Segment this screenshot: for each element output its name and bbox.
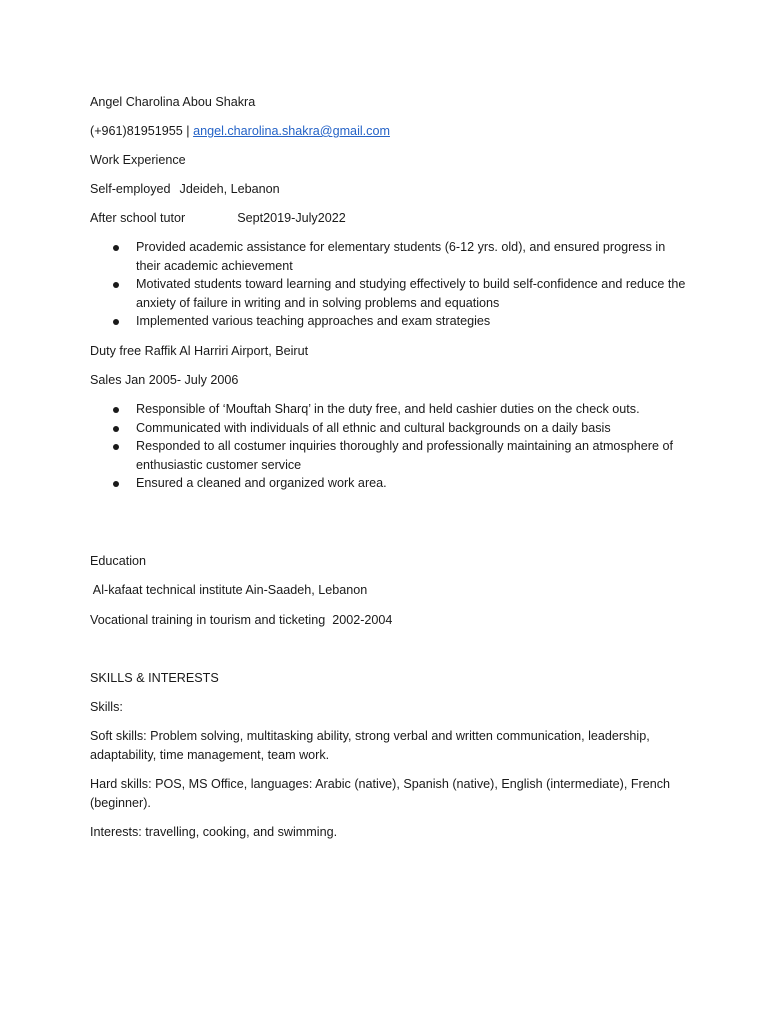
list-item: Communicated with individuals of all ethnic and cultural backgrounds on a daily basis — [90, 419, 690, 438]
bullet-icon — [113, 444, 119, 450]
job2-title-dates: Sales Jan 2005- July 2006 — [90, 373, 239, 387]
job1-dates: Sept2019-July2022 — [237, 211, 346, 225]
work-experience-heading: Work Experience — [90, 153, 186, 167]
job2-employer: Duty free Raffik Al Harriri Airport, Beirut — [90, 344, 309, 358]
list-item: Ensured a cleaned and organized work area. — [90, 474, 690, 493]
education-heading: Education — [90, 554, 147, 568]
list-item: Responsible of ‘Mouftah Sharq’ in the duty free, and held cashier duties on the check outs. — [90, 400, 690, 419]
hard-skills: Hard skills: POS, MS Office, languages: Arabic (native), Spanish (native), English (intermediate), French (beginner). — [90, 777, 671, 810]
list-item: Motivated students toward learning and studying effectively to build self-confidence and reduce the anxiety of failure in writing and in solving problems and equations — [90, 275, 690, 312]
bullet-icon — [113, 245, 119, 251]
job1-title-line — [90, 209, 346, 227]
job1-employer-line — [90, 180, 280, 198]
job1-title: After school tutor — [90, 211, 186, 225]
list-item: Responded to all costumer inquiries thoroughly and professionally maintaining an atmosphere of enthusiastic customer service — [90, 437, 690, 474]
candidate-name: Angel Charolina Abou Shakra — [90, 95, 256, 109]
skills-subheading: Skills: — [90, 700, 123, 714]
bullet-icon — [113, 407, 119, 413]
job1-employer: Self-employed — [90, 182, 171, 196]
bullet-icon — [113, 426, 119, 432]
phone-number: (+961)81951955 | — [90, 124, 194, 138]
bullet-icon — [113, 319, 119, 325]
bullet-icon — [113, 481, 119, 487]
email-link[interactable]: angel.charolina.shakra@gmail.com — [193, 124, 390, 138]
job1-location: Jdeideh, Lebanon — [179, 182, 280, 196]
soft-skills: Soft skills: Problem solving, multitasking ability, strong verbal and written communication, leadership, adaptability, time management, team work. — [90, 729, 650, 762]
education-program: Vocational training in tourism and ticketing 2002-2004 — [90, 613, 393, 627]
list-item: Provided academic assistance for elementary students (6-12 yrs. old), and ensured progress in their academic achievement — [90, 238, 690, 275]
education-institute: Al-kafaat technical institute Ain-Saadeh, Lebanon — [90, 583, 368, 597]
job2-bullet-list — [90, 400, 690, 493]
list-item: Implemented various teaching approaches and exam strategies — [90, 312, 690, 331]
skills-heading: SKILLS & INTERESTS — [90, 671, 219, 685]
job1-bullet-list — [90, 238, 690, 331]
bullet-icon — [113, 282, 119, 288]
contact-line — [90, 122, 390, 140]
interests: Interests: travelling, cooking, and swimming. — [90, 825, 338, 839]
